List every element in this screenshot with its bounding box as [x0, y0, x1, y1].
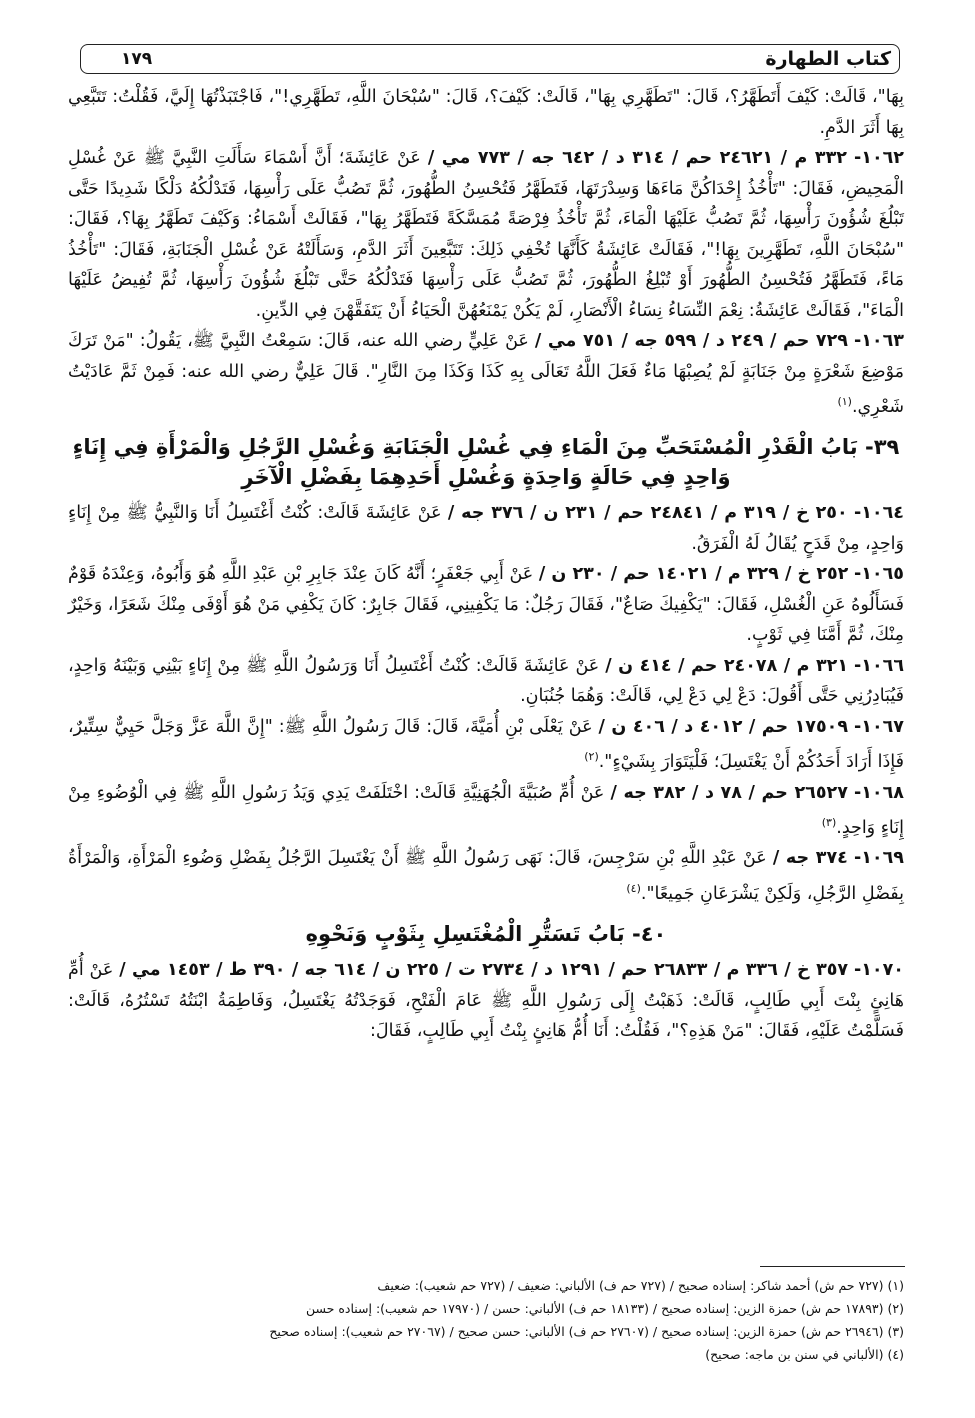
hadith-1064 — [68, 498, 904, 559]
hadith-text: عَنْ عَلِيٍّ رضي الله عنه، قَالَ: سَمِعْتُ النَّبِيَّ ﷺ، يَقُولُ: "مَنْ تَرَكَ مَوْضِعَ شَعْرَةٍ مِنْ جَنَابَةٍ لَمْ يُصِبْهَا مَاءٌ فَعَلَ اللَّهُ تَعَالَى بِهِ كَذَا وَكَذَا مِنَ النَّارِ". قَالَ عَلِيٌّ رضي الله عنه: فَمِنْ ثَمَّ عَادَيْتُ شَعْرِي. — [68, 331, 904, 417]
hadith-number: ١٠٦٤- — [853, 503, 904, 524]
hadith-1067 — [68, 712, 904, 778]
footnote-divider — [760, 1266, 905, 1267]
hadith-number: ١٠٦٩- — [853, 848, 904, 869]
continued-text: بِهَا"، قَالَتْ: كَيْفَ أَتَطَهَّرُ؟، قَالَ: "تَطَهَّرِي بِهَا"، قَالَتْ: كَيْفَ؟، قَالَ: "سُبْحَانَ اللَّهِ، تَطَهَّرِي!"، فَاجْتَبَذْتُهَا إِلَيَّ، فَقُلْتُ: تَتَبَّعِي بِهَا أَثَرَ الدَّمِ. — [68, 87, 904, 138]
hadith-1069 — [68, 843, 904, 909]
footnote-4: (٤) (الألباني في سنن بن ماجه: صحيح) — [705, 1347, 904, 1362]
hadith-text: عَنْ عَائِشَةَ؛ أَنَّ أَسْمَاءَ سَأَلَتِ النَّبِيَّ ﷺ عَنْ غُسْلِ الْمَحِيضِ، فَقَالَ: "تَأْخُذُ إِحْدَاكُنَّ مَاءَهَا وَسِدْرَتَهَا، فَتَطَهَّرُ فَتُحْسِنُ الطُّهُورَ، ثُمَّ تَصُبُّ عَلَى رَأْسِهَا، فَتَدْلُكُهُ دَلْكًا شَدِيدًا حَتَّى تَبْلُغَ شُؤُونَ رَأْسِهَا، ثُمَّ تَصُبُّ عَلَيْهَا الْمَاءَ، ثُمَّ تَأْخُذُ فِرْصَةً مُمَسَّكَةً فَتَطَهَّرُ بِهَا"، فَقَالَتْ أَسْمَاءُ: وَكَيْفَ تَطَهَّرُ بِهَا؟، فَقَالَ: "سُبْحَانَ اللَّهِ، تَطَهَّرِينَ بِهَا!"، فَقَالَتْ عَائِشَةُ كَأَنَّهَا تُخْفِي ذَلِكَ: تَتَبَّعِينَ أَثَرَ الدَّمِ، وَسَأَلَتْهُ عَنْ غُسْلِ الْجَنَابَةِ، فَقَالَ: "تَأْخُذُ مَاءً، فَتَطَهَّرُ فَتُحْسِنُ الطُّهُورَ أَوْ تُبْلِغُ الطُّهُورَ، ثُمَّ تَصُبُّ عَلَى رَأْسِهَا فَتَدْلُكُهُ حَتَّى تَبْلُغَ شُؤُونَ رَأْسِهَا، ثُمَّ تُفِيضُ عَلَيْهَا الْمَاءَ"، فَقَالَتْ عَائِشَةُ: نِعْمَ النِّسَاءُ نِسَاءُ الْأَنْصَارِ، لَمْ يَكُنْ يَمْنَعُهُنَّ الْحَيَاءُ أَنْ يَتَفَقَّهْنَ فِي الدِّينِ. — [68, 148, 904, 321]
hadith-text: عَنْ أُمِّ صُبَيَّةَ الْجُهَنِيَّةِ قَالَتْ: اخْتَلَفَتْ يَدِي وَيَدُ رَسُولِ اللَّهِ ﷺ فِي الْوُضُوءِ مِنْ إِنَاءٍ وَاحِدٍ. — [68, 782, 904, 838]
page-body — [68, 82, 904, 1047]
hadith-1065 — [68, 559, 904, 651]
hadith-text: عَنْ عَائِشَةَ قَالَتْ: كُنْتُ أَغْتَسِلُ أَنَا وَالنَّبِيُّ ﷺ مِنْ إِنَاءٍ وَاحِدٍ، مِنْ قَدَحٍ يُقَالُ لَهُ الْفَرَقُ. — [68, 503, 904, 554]
hadith-text: عَنْ يَعْلَى بْنِ أُمَيَّةَ، قَالَ: قَالَ رَسُولُ اللَّهِ ﷺ: "إِنَّ اللَّهَ عَزَّ وَجَلَّ حَيِيٌّ سِتِّيرٌ، فَإِذَا أَرَادَ أَحَدُكُمْ أَنْ يَغْتَسِلَ؛ فَلْيَتَوَارَ بِشَيْءٍ". — [68, 716, 904, 773]
chapter-heading-40: ٤٠- بَابُ تَسَتُّرِ الْمُغْتَسِلِ بِثَوْبٍ وَنَحْوِهِ — [305, 922, 667, 947]
footnotes — [68, 1274, 904, 1366]
hadith-1068 — [68, 778, 904, 844]
hadith-text: عَنْ أُمِّ هَانِئٍ بِنْتَ أَبِي طَالِبٍ، قَالَتْ: ذَهَبْتُ إِلَى رَسُولِ اللَّهِ ﷺ عَامَ الْفَتْحِ، فَوَجَدْتُهُ يَغْتَسِلُ، وَفَاطِمَةُ ابْنَتُهُ تَسْتُرُهُ، قَالَتْ: فَسَلَّمْتُ عَلَيْهِ، فَقَالَ: "مَنْ هَذِهِ؟"، فَقُلْتُ: أَنَا أُمُّ هَانِئٍ بِنْتُ أَبِي طَالِبٍ، فَقَالَ: — [68, 960, 904, 1042]
hadith-1063 — [68, 326, 904, 422]
hadith-1066 — [68, 651, 904, 712]
running-header — [80, 44, 900, 74]
hadith-number: ١٠٦٢- — [854, 148, 904, 168]
hadith-1070 — [68, 955, 904, 1047]
hadith-references: ٧٢٩ حم / ٢٤٩ د / ٥٩٩ جه / ٧٥١ مي / — [534, 331, 848, 351]
chapter-heading-39: ٣٩- بَابُ الْقَدْرِ الْمُسْتَحَبِّ مِنَ الْمَاءِ فِي غُسْلِ الْجَنَابَةِ وَغُسْلِ الرَّجُلِ وَالْمَرْأَةِ فِي إِنَاءٍ وَاحِدٍ فِي حَالَةٍ وَاحِدَةٍ وَغُسْلِ أَحَدِهِمَا بِفَضْلِ الْآخَرِ — [72, 435, 900, 490]
page-number: ١٧٩ — [121, 49, 153, 69]
hadith-references: ٣٥٧ خ / ٣٣٦ م / ٢٦٨٣٣ حم / ١٢٩١ د / ٢٧٣٤ ت / ٢٢٥ ن / ٦١٤ جه / ٣٩٠ ط / ١٤٥٣ مي / — [119, 960, 849, 981]
footnote-marker: (٣) — [821, 816, 837, 830]
hadith-references: ٣٣٢ م / ٢٤٦٢١ حم / ٣١٤ د / ٦٤٢ جه / ٧٧٣ مي / — [427, 148, 847, 168]
hadith-references: ٣٢١ م / ٢٤٠٧٨ حم / ٤١٤ ن / — [605, 655, 849, 676]
hadith-number: ١٠٧٠- — [853, 960, 904, 981]
hadith-references: ١٧٥٠٩ حم / ٤٠١٢ د / ٤٠٦ ن / — [598, 716, 849, 737]
footnote-1: (١) (٧٢٧ حم ش) أحمد شاكر: إسناده صحيح / (٧٢٧ حم ف) الألباني: ضعيف / (٧٢٧ حم شعيب): ضعيف — [377, 1278, 904, 1293]
footnote-2: (٢) (١٧٨٩٣ حم ش) حمزة الزين: إسناده صحيح / (١٨١٣٣ حم ف) الألباني: حسن / (١٧٩٧٠ حم شعيب): إسناده حسن — [305, 1301, 904, 1316]
hadith-references: ٢٦٥٢٧ حم / ٧٨ د / ٣٨٢ جه / — [610, 782, 848, 803]
hadith-number: ١٠٦٧- — [854, 716, 904, 737]
footnote-marker: (١) — [837, 395, 852, 408]
hadith-number: ١٠٦٨- — [853, 782, 904, 803]
hadith-text: عَنْ عَبْدِ اللَّهِ بْنِ سَرْجِسَ، قَالَ: نَهَى رَسُولُ اللَّهِ ﷺ أَنْ يَغْتَسِلَ الرَّجُلُ بِفَضْلِ وَضُوءِ الْمَرْأَةِ، وَالْمَرْأَةُ بِفَضْلِ الرَّجُلِ، وَلَكِنْ يَشْرَعَانِ جَمِيعًا". — [68, 848, 904, 904]
hadith-number: ١٠٦٣- — [853, 331, 904, 351]
hadith-references: ٢٥٠ خ / ٣١٩ م / ٢٤٨٤١ حم / ٢٣١ ن / ٣٧٦ جه / — [447, 503, 848, 524]
hadith-number: ١٠٦٦- — [854, 655, 905, 676]
hadith-1062 — [68, 143, 904, 326]
book-title: كتاب الطهارة — [765, 48, 891, 70]
hadith-references: ٢٥٢ خ / ٣٢٩ م / ١٤٠٢١ حم / ٢٣٠ ن / — [538, 564, 849, 585]
hadith-text: عَنْ أَبِي جَعْفَرٍ؛ أَنَّهُ كَانَ عِنْدَ جَابِرِ بْنِ عَبْدِ اللَّهِ هُوَ وَأَبُوهُ، وَعِنْدَهُ قَوْمٌ فَسَأَلُوهُ عَنِ الْغُسْلِ، فَقَالَ: "يَكْفِيكَ صَاعٌ"، فَقَالَ رَجُلٌ: مَا يَكْفِينِي، فَقَالَ جَابِرٌ: كَانَ يَكْفِي مَنْ هُوَ أَوْفَى مِنْكَ شَعَرًا، وَخَيْرٌ مِنْكَ، ثُمَّ أَمَّنَا فِي ثَوْبٍ. — [68, 564, 904, 646]
hadith-number: ١٠٦٥- — [853, 564, 904, 585]
hadith-references: ٣٧٤ جه / — [772, 848, 848, 869]
footnote-marker: (٤) — [626, 881, 641, 895]
footnote-3: (٣) (٢٦٩٤٦ حم ش) حمزة الزين: إسناده صحيح / (٢٧٦٠٧ حم ف) الألباني: حسن صحيح / (٢٧٠٦٧ حم شعيب): إسناده صحيح — [269, 1324, 904, 1339]
hadith-text: عَنْ عَائِشَةَ قَالَتْ: كُنْتُ أَغْتَسِلُ أَنَا وَرَسُولُ اللَّهِ ﷺ مِنْ إِنَاءٍ بَيْنِي وَبَيْنَهُ وَاحِدٍ، فَيُبَادِرُنِي حَتَّى أَقُولَ: دَعْ لِي دَعْ لِي، قَالَتْ: وَهُمَا جُنُبَانِ. — [68, 655, 904, 707]
footnote-marker: (٢) — [584, 750, 599, 764]
